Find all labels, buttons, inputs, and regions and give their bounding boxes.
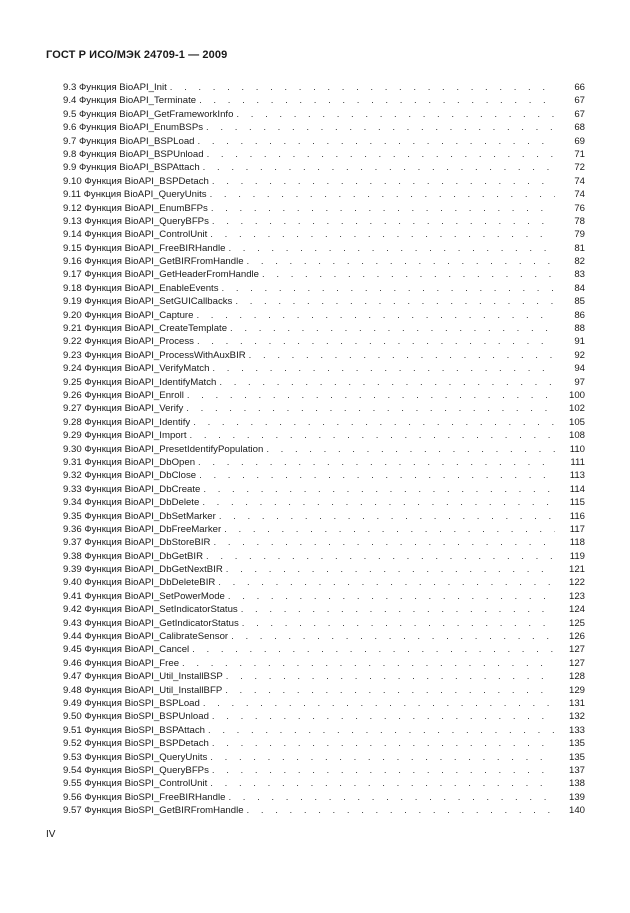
toc-entry bbox=[63, 764, 585, 777]
toc-entry-page: 97 bbox=[574, 376, 585, 388]
toc-entry-title: 9.13 Функция BioAPI_QueryBFPs bbox=[63, 215, 209, 227]
toc-leader-dots bbox=[226, 563, 555, 576]
toc-entry-page: 113 bbox=[569, 470, 585, 482]
toc-leader-dots bbox=[187, 389, 555, 402]
toc-leader-dots bbox=[206, 121, 555, 134]
toc-entry-title: 9.43 Функция BioAPI_GetIndicatorStatus bbox=[63, 617, 239, 629]
toc-entry-title: 9.38 Функция BioAPI_DbGetBIR bbox=[63, 550, 204, 562]
toc-entry-title: 9.30 Функция BioAPI_PresetIdentifyPopulation bbox=[63, 443, 264, 455]
toc-entry-page: 115 bbox=[569, 497, 585, 509]
toc-entry-page: 69 bbox=[574, 135, 585, 147]
toc-entry-page: 91 bbox=[574, 336, 585, 348]
toc-entry bbox=[63, 242, 585, 255]
toc-leader-dots bbox=[219, 376, 555, 389]
toc-entry bbox=[63, 255, 585, 268]
toc-entry-title: 9.39 Функция BioAPI_DbGetNextBIR bbox=[63, 564, 223, 576]
toc-entry-title: 9.53 Функция BioSPI_QueryUnits bbox=[63, 751, 208, 763]
toc-entry-page: 138 bbox=[568, 778, 585, 790]
toc-leader-dots bbox=[226, 670, 555, 683]
toc-leader-dots bbox=[218, 576, 555, 589]
toc-entry bbox=[63, 657, 585, 670]
toc-entry-page: 74 bbox=[574, 189, 585, 201]
table-of-contents bbox=[63, 81, 585, 817]
toc-leader-dots bbox=[212, 215, 555, 228]
toc-entry-page: 131 bbox=[568, 697, 585, 709]
toc-entry-title: 9.49 Функция BioSPI_BSPLoad bbox=[63, 697, 200, 709]
toc-leader-dots bbox=[170, 81, 555, 94]
toc-leader-dots bbox=[198, 456, 555, 469]
toc-entry bbox=[63, 550, 585, 563]
toc-entry-title: 9.15 Функция BioAPI_FreeBIRHandle bbox=[63, 242, 226, 254]
toc-entry-title: 9.14 Функция BioAPI_ControlUnit bbox=[63, 229, 208, 241]
toc-entry bbox=[63, 523, 585, 536]
toc-leader-dots bbox=[224, 523, 555, 536]
toc-entry bbox=[63, 215, 585, 228]
toc-leader-dots bbox=[203, 161, 555, 174]
toc-entry bbox=[63, 376, 585, 389]
toc-entry-title: 9.47 Функция BioAPI_Util_InstallBSP bbox=[63, 671, 223, 683]
toc-entry bbox=[63, 268, 585, 281]
toc-entry-page: 123 bbox=[568, 590, 585, 602]
toc-entry-title: 9.17 Функция BioAPI_GetHeaderFromHandle bbox=[63, 269, 260, 281]
toc-entry-page: 133 bbox=[568, 724, 585, 736]
toc-entry bbox=[63, 536, 585, 549]
toc-entry bbox=[63, 108, 585, 121]
toc-leader-dots bbox=[197, 335, 555, 348]
toc-leader-dots bbox=[202, 496, 555, 509]
toc-entry-title: 9.48 Функция BioAPI_Util_InstallBFP bbox=[63, 684, 223, 696]
toc-entry bbox=[63, 724, 585, 737]
toc-entry-page: 139 bbox=[568, 791, 585, 803]
toc-entry-page: 81 bbox=[574, 242, 585, 254]
toc-entry-page: 71 bbox=[574, 148, 585, 160]
toc-entry-title: 9.54 Функция BioSPI_QueryBFPs bbox=[63, 764, 209, 776]
toc-entry bbox=[63, 603, 585, 616]
toc-leader-dots bbox=[242, 617, 555, 630]
toc-entry-page: 100 bbox=[568, 389, 585, 401]
toc-entry bbox=[63, 282, 585, 295]
toc-leader-dots bbox=[182, 657, 555, 670]
toc-entry-page: 132 bbox=[568, 711, 585, 723]
toc-entry-title: 9.42 Функция BioAPI_SetIndicatorStatus bbox=[63, 604, 238, 616]
toc-leader-dots bbox=[235, 295, 555, 308]
toc-entry-page: 126 bbox=[568, 631, 585, 643]
toc-entry-page: 84 bbox=[574, 282, 585, 294]
toc-entry-title: 9.44 Функция BioAPI_CalibrateSensor bbox=[63, 631, 229, 643]
toc-entry-title: 9.10 Функция BioAPI_BSPDetach bbox=[63, 175, 209, 187]
toc-entry bbox=[63, 643, 585, 656]
toc-entry-title: 9.12 Функция BioAPI_EnumBFPs bbox=[63, 202, 208, 214]
toc-entry bbox=[63, 483, 585, 496]
toc-entry bbox=[63, 710, 585, 723]
toc-leader-dots bbox=[212, 737, 555, 750]
toc-entry bbox=[63, 751, 585, 764]
toc-leader-dots bbox=[199, 469, 555, 482]
toc-entry bbox=[63, 469, 585, 482]
toc-entry bbox=[63, 121, 585, 134]
toc-entry-page: 118 bbox=[569, 537, 585, 549]
toc-entry-title: 9.50 Функция BioSPI_BSPUnload bbox=[63, 711, 209, 723]
toc-entry-title: 9.4 Функция BioAPI_Terminate bbox=[63, 95, 197, 107]
toc-entry bbox=[63, 456, 585, 469]
toc-entry bbox=[63, 202, 585, 215]
toc-entry-page: 128 bbox=[568, 671, 585, 683]
toc-leader-dots bbox=[210, 228, 555, 241]
toc-entry-page: 124 bbox=[568, 604, 585, 616]
toc-entry bbox=[63, 804, 585, 817]
toc-entry-title: 9.6 Функция BioAPI_EnumBSPs bbox=[63, 122, 204, 134]
toc-entry bbox=[63, 135, 585, 148]
toc-leader-dots bbox=[219, 510, 555, 523]
toc-leader-dots bbox=[214, 536, 556, 549]
toc-entry-title: 9.26 Функция BioAPI_Enroll bbox=[63, 389, 184, 401]
toc-entry-title: 9.23 Функция BioAPI_ProcessWithAuxBIR bbox=[63, 349, 246, 361]
toc-entry bbox=[63, 309, 585, 322]
toc-leader-dots bbox=[211, 202, 555, 215]
toc-entry-page: 127 bbox=[568, 644, 585, 656]
toc-leader-dots bbox=[212, 175, 555, 188]
toc-entry bbox=[63, 175, 585, 188]
toc-entry-page: 114 bbox=[569, 483, 585, 495]
toc-entry-page: 121 bbox=[568, 564, 585, 576]
toc-entry-title: 9.18 Функция BioAPI_EnableEvents bbox=[63, 282, 219, 294]
document-header: ГОСТ Р ИСО/МЭК 24709-1 — 2009 bbox=[46, 49, 228, 61]
toc-leader-dots bbox=[210, 777, 555, 790]
toc-entry bbox=[63, 416, 585, 429]
toc-entry-title: 9.52 Функция BioSPI_BSPDetach bbox=[63, 738, 209, 750]
toc-entry bbox=[63, 510, 585, 523]
toc-entry bbox=[63, 335, 585, 348]
toc-leader-dots bbox=[199, 94, 555, 107]
toc-leader-dots bbox=[247, 804, 555, 817]
toc-entry-page: 125 bbox=[568, 617, 585, 629]
toc-entry-title: 9.25 Функция BioAPI_IdentifyMatch bbox=[63, 376, 217, 388]
toc-leader-dots bbox=[203, 697, 555, 710]
toc-leader-dots bbox=[222, 282, 555, 295]
toc-entry bbox=[63, 148, 585, 161]
toc-leader-dots bbox=[241, 603, 555, 616]
toc-entry-title: 9.8 Функция BioAPI_BSPUnload bbox=[63, 148, 204, 160]
toc-entry-title: 9.56 Функция BioSPI_FreeBIRHandle bbox=[63, 791, 226, 803]
toc-entry bbox=[63, 630, 585, 643]
toc-entry bbox=[63, 496, 585, 509]
toc-entry-title: 9.45 Функция BioAPI_Cancel bbox=[63, 644, 190, 656]
toc-entry bbox=[63, 389, 585, 402]
toc-entry-title: 9.22 Функция BioAPI_Process bbox=[63, 336, 194, 348]
toc-leader-dots bbox=[228, 791, 555, 804]
toc-entry-page: 76 bbox=[574, 202, 585, 214]
toc-entry-page: 137 bbox=[568, 764, 585, 776]
toc-entry-page: 67 bbox=[574, 108, 585, 120]
toc-entry bbox=[63, 576, 585, 589]
toc-leader-dots bbox=[231, 630, 555, 643]
toc-leader-dots bbox=[212, 362, 555, 375]
toc-entry-title: 9.19 Функция BioAPI_SetGUICallbacks bbox=[63, 296, 233, 308]
toc-entry bbox=[63, 429, 585, 442]
toc-leader-dots bbox=[212, 764, 555, 777]
toc-entry-title: 9.20 Функция BioAPI_Capture bbox=[63, 309, 194, 321]
toc-entry bbox=[63, 590, 585, 603]
toc-entry-title: 9.7 Функция BioAPI_BSPLoad bbox=[63, 135, 195, 147]
toc-entry bbox=[63, 349, 585, 362]
toc-entry-page: 102 bbox=[568, 403, 585, 415]
page-number: IV bbox=[46, 829, 56, 840]
toc-entry-page: 67 bbox=[574, 95, 585, 107]
toc-leader-dots bbox=[230, 322, 555, 335]
toc-entry-page: 140 bbox=[568, 805, 585, 817]
toc-entry-page: 94 bbox=[574, 363, 585, 375]
toc-entry-title: 9.40 Функция BioAPI_DbDeleteBIR bbox=[63, 577, 216, 589]
toc-entry-page: 135 bbox=[568, 751, 585, 763]
toc-entry-title: 9.5 Функция BioAPI_GetFrameworkInfo bbox=[63, 108, 234, 120]
toc-entry-title: 9.3 Функция BioAPI_Init bbox=[63, 82, 167, 93]
toc-entry bbox=[63, 684, 585, 697]
toc-leader-dots bbox=[193, 416, 555, 429]
toc-entry bbox=[63, 322, 585, 335]
toc-leader-dots bbox=[262, 268, 555, 281]
toc-entry-page: 83 bbox=[574, 269, 585, 281]
toc-leader-dots bbox=[207, 148, 555, 161]
toc-entry-page: 86 bbox=[574, 309, 585, 321]
toc-entry-title: 9.57 Функция BioSPI_GetBIRFromHandle bbox=[63, 805, 244, 817]
toc-entry bbox=[63, 94, 585, 107]
toc-entry-page: 117 bbox=[569, 523, 585, 535]
toc-entry-page: 116 bbox=[569, 510, 585, 522]
toc-entry-title: 9.16 Функция BioAPI_GetBIRFromHandle bbox=[63, 256, 244, 268]
toc-entry-page: 92 bbox=[574, 349, 585, 361]
toc-entry-page: 135 bbox=[568, 738, 585, 750]
toc-entry-page: 74 bbox=[574, 175, 585, 187]
toc-entry-title: 9.24 Функция BioAPI_VerifyMatch bbox=[63, 363, 210, 375]
toc-entry-page: 72 bbox=[574, 162, 585, 174]
toc-entry-title: 9.21 Функция BioAPI_CreateTemplate bbox=[63, 323, 228, 335]
toc-entry-page: 85 bbox=[574, 296, 585, 308]
toc-leader-dots bbox=[236, 108, 555, 121]
toc-entry-title: 9.51 Функция BioSPI_BSPAttach bbox=[63, 724, 205, 736]
toc-leader-dots bbox=[228, 242, 555, 255]
toc-entry-title: 9.35 Функция BioAPI_DbSetMarker bbox=[63, 510, 216, 522]
toc-entry-title: 9.34 Функция BioAPI_DbDelete bbox=[63, 497, 200, 509]
toc-entry-page: 108 bbox=[568, 430, 585, 442]
toc-entry bbox=[63, 81, 585, 94]
toc-entry bbox=[63, 737, 585, 750]
toc-leader-dots bbox=[210, 188, 555, 201]
toc-leader-dots bbox=[249, 349, 555, 362]
toc-entry-page: 119 bbox=[569, 550, 585, 562]
toc-leader-dots bbox=[186, 402, 555, 415]
toc-entry-page: 129 bbox=[568, 684, 585, 696]
toc-entry bbox=[63, 402, 585, 415]
toc-entry-title: 9.11 Функция BioAPI_QueryUnits bbox=[63, 189, 207, 201]
toc-entry-page: 110 bbox=[569, 443, 585, 455]
toc-entry bbox=[63, 697, 585, 710]
toc-entry bbox=[63, 791, 585, 804]
toc-entry bbox=[63, 777, 585, 790]
toc-entry-page: 88 bbox=[574, 323, 585, 335]
toc-leader-dots bbox=[266, 443, 555, 456]
toc-leader-dots bbox=[190, 429, 556, 442]
toc-leader-dots bbox=[210, 751, 555, 764]
toc-entry-title: 9.29 Функция BioAPI_Import bbox=[63, 430, 187, 442]
toc-entry-title: 9.27 Функция BioAPI_Verify bbox=[63, 403, 184, 415]
toc-entry-page: 111 bbox=[570, 456, 585, 468]
toc-entry-page: 78 bbox=[574, 215, 585, 227]
toc-entry-page: 105 bbox=[568, 416, 585, 428]
toc-entry-page: 66 bbox=[574, 82, 585, 93]
toc-entry-page: 79 bbox=[574, 229, 585, 241]
toc-entry-title: 9.31 Функция BioAPI_DbOpen bbox=[63, 456, 196, 468]
toc-leader-dots bbox=[228, 590, 555, 603]
toc-entry-title: 9.36 Функция BioAPI_DbFreeMarker bbox=[63, 523, 222, 535]
toc-entry bbox=[63, 161, 585, 174]
toc-entry bbox=[63, 443, 585, 456]
toc-entry-title: 9.28 Функция BioAPI_Identify bbox=[63, 416, 191, 428]
toc-leader-dots bbox=[196, 309, 555, 322]
toc-entry bbox=[63, 670, 585, 683]
toc-leader-dots bbox=[247, 255, 555, 268]
toc-entry-title: 9.41 Функция BioAPI_SetPowerMode bbox=[63, 590, 225, 602]
toc-entry bbox=[63, 362, 585, 375]
toc-entry bbox=[63, 188, 585, 201]
toc-entry bbox=[63, 228, 585, 241]
toc-leader-dots bbox=[208, 724, 555, 737]
toc-leader-dots bbox=[212, 710, 555, 723]
toc-entry bbox=[63, 563, 585, 576]
toc-entry-title: 9.9 Функция BioAPI_BSPAttach bbox=[63, 162, 200, 174]
toc-entry-page: 122 bbox=[568, 577, 585, 589]
toc-entry bbox=[63, 617, 585, 630]
toc-entry-page: 82 bbox=[574, 256, 585, 268]
toc-leader-dots bbox=[198, 135, 555, 148]
toc-entry-title: 9.55 Функция BioSPI_ControlUnit bbox=[63, 778, 208, 790]
toc-entry-page: 127 bbox=[568, 657, 585, 669]
toc-leader-dots bbox=[192, 643, 555, 656]
toc-entry-title: 9.37 Функция BioAPI_DbStoreBIR bbox=[63, 537, 211, 549]
toc-entry-title: 9.32 Функция BioAPI_DbClose bbox=[63, 470, 197, 482]
toc-entry-title: 9.33 Функция BioAPI_DbCreate bbox=[63, 483, 201, 495]
toc-entry bbox=[63, 295, 585, 308]
toc-entry-page: 68 bbox=[574, 122, 585, 134]
toc-leader-dots bbox=[206, 550, 555, 563]
toc-entry-title: 9.46 Функция BioAPI_Free bbox=[63, 657, 180, 669]
toc-leader-dots bbox=[225, 684, 555, 697]
toc-leader-dots bbox=[203, 483, 555, 496]
